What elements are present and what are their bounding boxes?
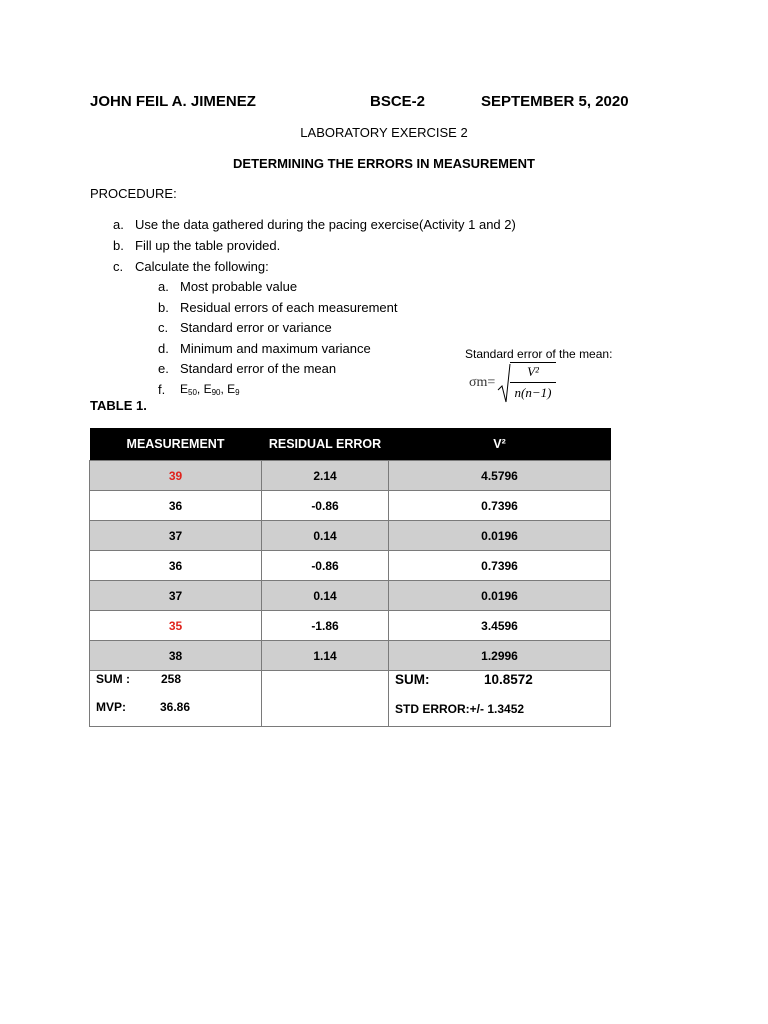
sum-label: SUM : [96, 672, 130, 686]
measurement-table [89, 428, 611, 727]
measurement-cell: 38 [90, 641, 262, 671]
table-row [90, 611, 611, 641]
table-row [90, 551, 611, 581]
table-row [90, 491, 611, 521]
list-marker: d. [158, 341, 169, 356]
procedure-text: Calculate the following: [135, 259, 269, 274]
v2-cell: 4.5796 [389, 461, 611, 491]
measurement-cell: 39 [90, 461, 262, 491]
column-header: V² [389, 428, 611, 461]
formula-denominator: n(n−1) [514, 385, 552, 400]
table-row [90, 641, 611, 671]
std-error-line [395, 702, 524, 716]
measurement-cell: 36 [90, 551, 262, 581]
table-label: TABLE 1. [90, 398, 147, 413]
measurement-cell: 35 [90, 611, 262, 641]
exercise-title: LABORATORY EXERCISE 2 [300, 125, 468, 140]
procedure-item [113, 217, 563, 235]
calculation-item [158, 300, 458, 318]
calculation-text: Standard error or variance [180, 320, 332, 335]
radical-bar [510, 362, 556, 363]
mvp-label: MVP: [96, 700, 126, 714]
residual-cell: 1.14 [262, 641, 389, 671]
table-header-row [90, 428, 611, 461]
procedure-item [113, 259, 563, 277]
column-header: MEASUREMENT [90, 428, 262, 461]
course-section: BSCE-2 [370, 93, 426, 110]
measurement-cell: 36 [90, 491, 262, 521]
v2-cell: 0.7396 [389, 491, 611, 521]
procedure-text: Fill up the table provided. [135, 238, 281, 253]
std-error-value: +/- 1.3452 [469, 702, 525, 716]
v2-cell: 1.2996 [389, 641, 611, 671]
empty-summary-cell [262, 671, 389, 727]
v2-cell: 0.0196 [389, 581, 611, 611]
calculation-item [158, 361, 458, 379]
list-marker: a. [158, 279, 169, 294]
procedure-text: Use the data gathered during the pacing exercise(Activity 1 and 2) [135, 217, 516, 232]
calculation-item [158, 382, 458, 400]
formula-numerator: V² [527, 364, 539, 379]
list-marker: e. [158, 361, 169, 376]
residual-cell: 0.14 [262, 581, 389, 611]
submission-date: SEPTEMBER 5, 2020 [481, 93, 629, 110]
table-row [90, 581, 611, 611]
calculation-text: Minimum and maximum variance [180, 341, 371, 356]
residual-cell: 2.14 [262, 461, 389, 491]
calculation-text: Standard error of the mean [180, 361, 337, 376]
measurement-cell: 37 [90, 581, 262, 611]
list-marker: f. [158, 382, 166, 397]
calculation-text: Residual errors of each measurement [180, 300, 398, 315]
calculation-item [158, 341, 458, 359]
formula-lhs: σm= [469, 375, 496, 390]
v2-sum-value: 10.8572 [484, 672, 533, 687]
procedure-item [113, 238, 563, 256]
v2-summary-cell [389, 671, 611, 727]
calculation-text: Most probable value [180, 279, 298, 294]
measurement-cell: 37 [90, 521, 262, 551]
list-marker: b. [113, 238, 124, 253]
calculation-text-errors: $E_{50}$, $E_{90}$, $E_9$ [180, 382, 240, 397]
measurement-summary-cell [90, 671, 262, 727]
v2-cell: 0.0196 [389, 521, 611, 551]
residual-cell: -1.86 [262, 611, 389, 641]
fraction-bar [510, 382, 556, 383]
calculation-item [158, 279, 458, 297]
main-title: DETERMINING THE ERRORS IN MEASUREMENT [233, 156, 535, 171]
v2-cell: 3.4596 [389, 611, 611, 641]
list-marker: c. [158, 320, 169, 335]
list-marker: a. [113, 217, 124, 232]
calculation-item [158, 320, 458, 338]
list-marker: c. [113, 259, 124, 274]
student-name: JOHN FEIL A. JIMENEZ [90, 93, 256, 110]
residual-cell: 0.14 [262, 521, 389, 551]
standard-error-formula [469, 360, 589, 410]
v2-cell: 0.7396 [389, 551, 611, 581]
table-row [90, 521, 611, 551]
std-error-label: STD ERROR: [395, 702, 470, 716]
v2-sum-label: SUM: [395, 672, 430, 687]
column-header: RESIDUAL ERROR [262, 428, 389, 461]
table-row [90, 461, 611, 491]
sum-value: 258 [161, 672, 182, 686]
residual-cell: -0.86 [262, 551, 389, 581]
mvp-value: 36.86 [160, 700, 191, 714]
list-marker: b. [158, 300, 169, 315]
formula-label: Standard error of the mean: [465, 347, 613, 361]
table-footer-row [90, 671, 611, 727]
procedure-label: PROCEDURE: [90, 186, 177, 201]
residual-cell: -0.86 [262, 491, 389, 521]
